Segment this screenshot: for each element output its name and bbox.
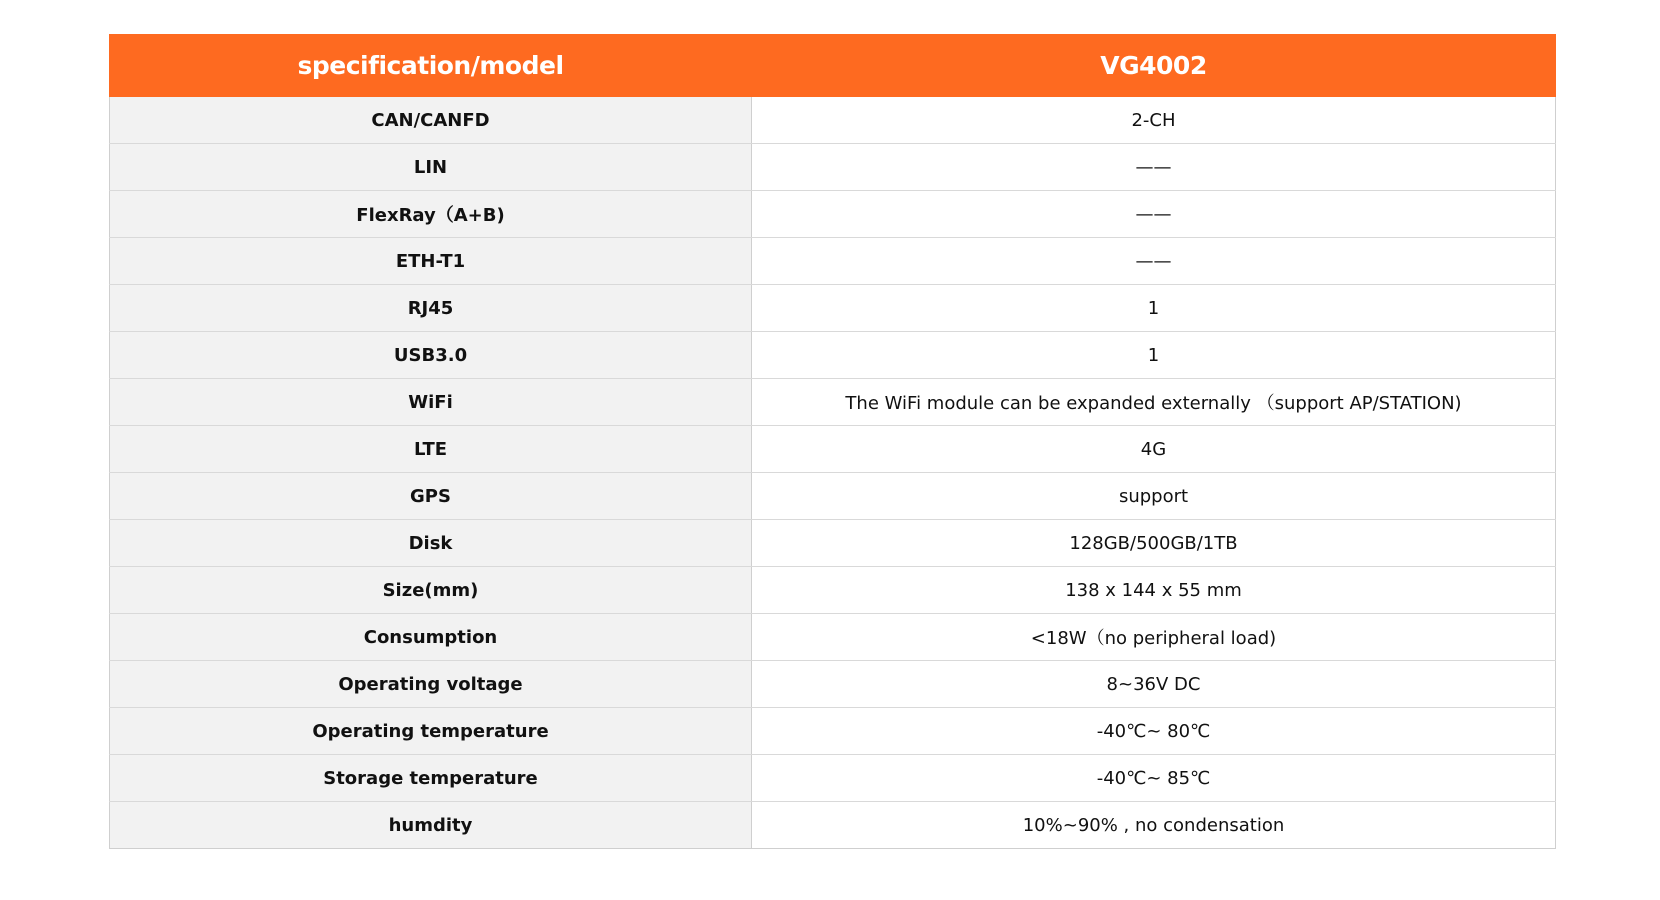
row-label-usb: USB3.0 bbox=[110, 332, 752, 379]
row-value-disk: 128GB/500GB/1TB bbox=[752, 520, 1556, 567]
table-row bbox=[110, 567, 1556, 614]
table-row bbox=[110, 661, 1556, 708]
table-header-row bbox=[110, 34, 1556, 97]
row-value-can-canfd: 2-CH bbox=[752, 97, 1556, 144]
table-row bbox=[110, 97, 1556, 144]
table-row bbox=[110, 191, 1556, 238]
row-label-consumption: Consumption bbox=[110, 614, 752, 661]
row-label-disk: Disk bbox=[110, 520, 752, 567]
row-label-flexray: FlexRay（A+B) bbox=[110, 191, 752, 238]
row-label-lin: LIN bbox=[110, 144, 752, 191]
row-label-can-canfd: CAN/CANFD bbox=[110, 97, 752, 144]
table-row bbox=[110, 238, 1556, 285]
row-value-storage-temperature: -40℃~ 85℃ bbox=[752, 755, 1556, 802]
table-row bbox=[110, 802, 1556, 849]
spec-table bbox=[109, 34, 1556, 849]
row-label-gps: GPS bbox=[110, 473, 752, 520]
row-value-eth-t1: —— bbox=[752, 238, 1556, 285]
row-value-operating-voltage: 8~36V DC bbox=[752, 661, 1556, 708]
row-value-wifi: The WiFi module can be expanded externally （support AP/STATION) bbox=[752, 379, 1556, 426]
row-value-rj45: 1 bbox=[752, 285, 1556, 332]
row-label-lte: LTE bbox=[110, 426, 752, 473]
row-value-operating-temperature: -40℃~ 80℃ bbox=[752, 708, 1556, 755]
table-row bbox=[110, 144, 1556, 191]
table-row bbox=[110, 614, 1556, 661]
row-value-humidity: 10%~90% , no condensation bbox=[752, 802, 1556, 849]
table-row bbox=[110, 426, 1556, 473]
row-value-consumption: <18W（no peripheral load) bbox=[752, 614, 1556, 661]
row-label-humidity: humdity bbox=[110, 802, 752, 849]
table-row bbox=[110, 332, 1556, 379]
table-row bbox=[110, 520, 1556, 567]
row-value-size: 138 x 144 x 55 mm bbox=[752, 567, 1556, 614]
header-model: VG4002 bbox=[752, 34, 1556, 97]
row-label-operating-temperature: Operating temperature bbox=[110, 708, 752, 755]
table-row bbox=[110, 285, 1556, 332]
row-label-storage-temperature: Storage temperature bbox=[110, 755, 752, 802]
row-label-rj45: RJ45 bbox=[110, 285, 752, 332]
table-row bbox=[110, 708, 1556, 755]
row-label-eth-t1: ETH-T1 bbox=[110, 238, 752, 285]
table-row bbox=[110, 473, 1556, 520]
row-value-flexray: —— bbox=[752, 191, 1556, 238]
row-label-wifi: WiFi bbox=[110, 379, 752, 426]
table-row bbox=[110, 379, 1556, 426]
row-value-lte: 4G bbox=[752, 426, 1556, 473]
row-value-usb: 1 bbox=[752, 332, 1556, 379]
table-row bbox=[110, 755, 1556, 802]
row-label-size: Size(mm) bbox=[110, 567, 752, 614]
row-value-gps: support bbox=[752, 473, 1556, 520]
row-value-lin: —— bbox=[752, 144, 1556, 191]
row-label-operating-voltage: Operating voltage bbox=[110, 661, 752, 708]
header-spec-label: specification/model bbox=[110, 34, 752, 97]
